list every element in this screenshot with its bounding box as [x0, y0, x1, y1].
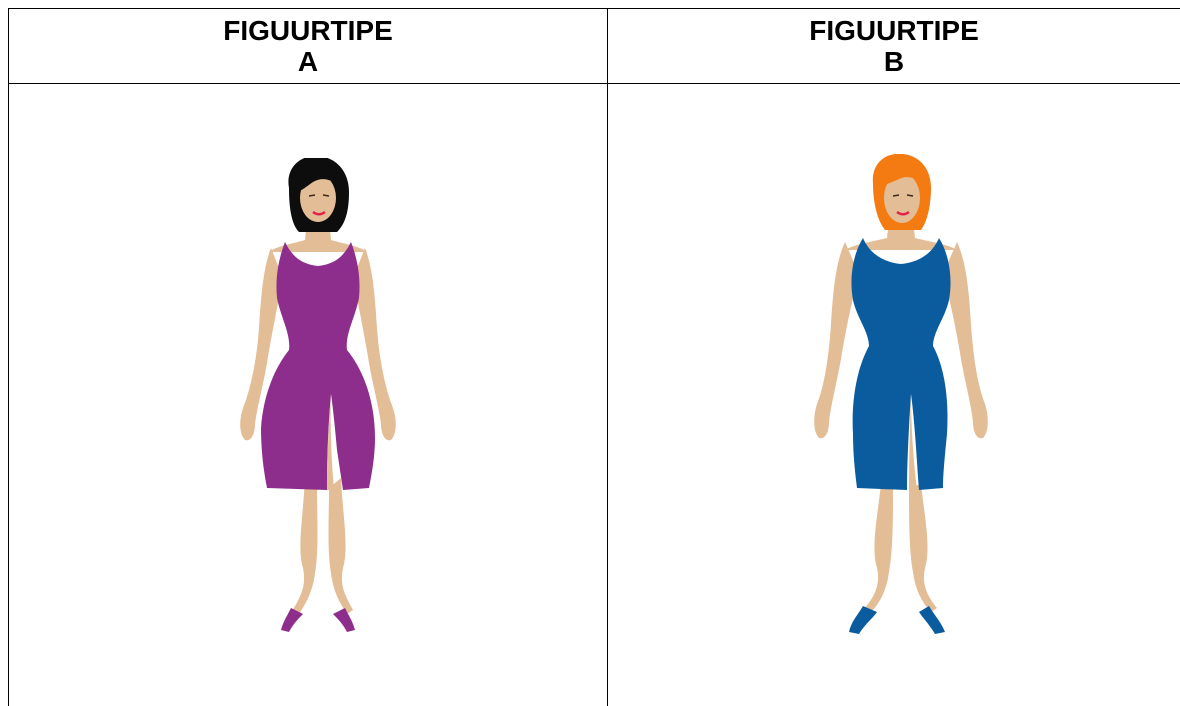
- figure-a-shoe-right: [333, 608, 355, 632]
- figure-a-illustration: [233, 158, 403, 638]
- column-b-title: FIGUURTIPE: [809, 15, 979, 46]
- figure-b-illustration: [811, 154, 991, 639]
- table-header-divider: [8, 83, 1180, 84]
- table-left-border: [8, 8, 9, 706]
- column-a-letter: A: [297, 46, 319, 77]
- column-b-header: [608, 9, 1180, 83]
- figure-b-dress: [851, 238, 950, 490]
- figure-a-dress: [261, 242, 375, 490]
- column-a-title: FIGUURTIPE: [223, 15, 393, 46]
- figure-b-shoe-left: [849, 606, 877, 634]
- column-b-letter: B: [883, 46, 905, 77]
- column-a-header: [9, 9, 607, 83]
- table-column-divider: [607, 8, 608, 706]
- figure-a-legs: [293, 478, 353, 614]
- figure-b-legs: [865, 484, 937, 612]
